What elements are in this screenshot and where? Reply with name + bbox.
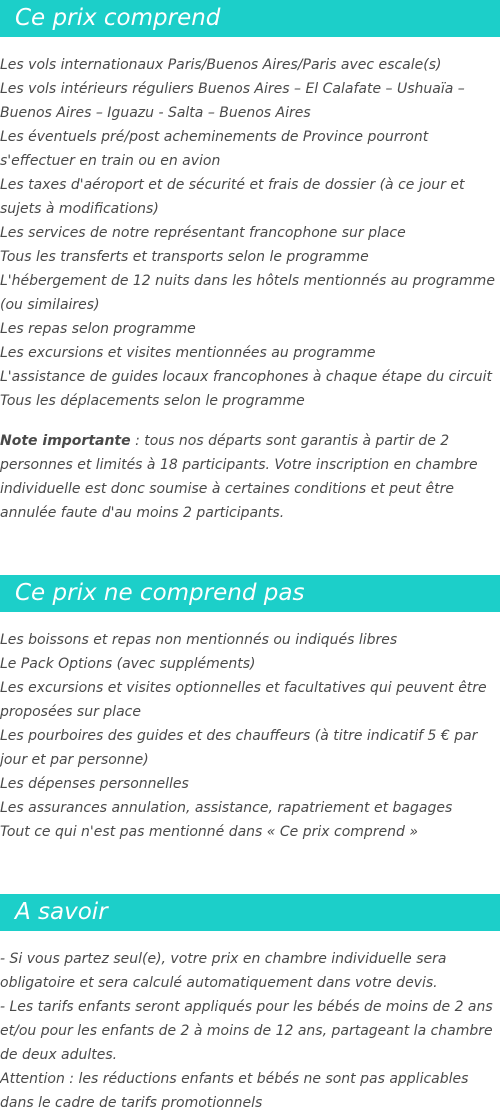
included-item: Tous les déplacements selon le programme	[0, 393, 305, 409]
included-list	[0, 53, 500, 413]
included-item: Tous les transferts et transports selon le programme	[0, 249, 369, 265]
important-note-text: : tous nos départs sont garantis à partir de 2 personnes et limités à 18 participants. Votre inscription en chambre individuelle est donc soumise à certaines conditions et peut être annulée faute d'au moins 2 participants.	[0, 433, 478, 521]
good-to-know-item: - Les tarifs enfants seront appliqués pour les bébés de moins de 2 ans et/ou pour les enfants de 2 à moins de 12 ans, partageant la chambre de deux adultes.	[0, 999, 493, 1063]
section-header-not-included: Ce prix ne comprend pas	[0, 575, 500, 612]
not-included-item: Le Pack Options (avec suppléments)	[0, 656, 256, 672]
section-header-included: Ce prix comprend	[0, 0, 500, 37]
good-to-know-list	[0, 947, 500, 1115]
not-included-item: Tout ce qui n'est pas mentionné dans « Ce prix comprend »	[0, 824, 419, 840]
included-item: Les taxes d'aéroport et de sécurité et frais de dossier (à ce jour et sujets à modifications)	[0, 177, 465, 217]
not-included-item: Les boissons et repas non mentionnés ou indiqués libres	[0, 632, 398, 648]
included-item: Les éventuels pré/post acheminements de Province pourront s'effectuer en train ou en avion	[0, 129, 429, 169]
included-item: L'hébergement de 12 nuits dans les hôtels mentionnés au programme (ou similaires)	[0, 273, 495, 313]
not-included-item: Les pourboires des guides et des chauffeurs (à titre indicatif 5 € par jour et par personne)	[0, 728, 478, 768]
included-item: Les vols intérieurs réguliers Buenos Aires – El Calafate – Ushuaïa – Buenos Aires – Iguazu - Salta – Buenos Aires	[0, 81, 465, 121]
not-included-list	[0, 628, 500, 844]
section-header-good-to-know: A savoir	[0, 894, 500, 931]
included-item: L'assistance de guides locaux francophones à chaque étape du circuit	[0, 369, 492, 385]
good-to-know-item: Attention : les réductions enfants et bébés ne sont pas applicables dans le cadre de tarifs promotionnels	[0, 1071, 469, 1111]
important-note	[0, 429, 500, 525]
included-item: Les repas selon programme	[0, 321, 196, 337]
good-to-know-item: - Si vous partez seul(e), votre prix en chambre individuelle sera obligatoire et sera calculé automatiquement dans votre devis.	[0, 951, 447, 991]
not-included-item: Les excursions et visites optionnelles et facultatives qui peuvent être proposées sur place	[0, 680, 487, 720]
not-included-item: Les assurances annulation, assistance, rapatriement et bagages	[0, 800, 453, 816]
not-included-item: Les dépenses personnelles	[0, 776, 189, 792]
included-item: Les vols internationaux Paris/Buenos Aires/Paris avec escale(s)	[0, 57, 442, 73]
included-item: Les services de notre représentant francophone sur place	[0, 225, 406, 241]
included-item: Les excursions et visites mentionnées au programme	[0, 345, 376, 361]
important-note-label: Note importante	[0, 433, 131, 449]
